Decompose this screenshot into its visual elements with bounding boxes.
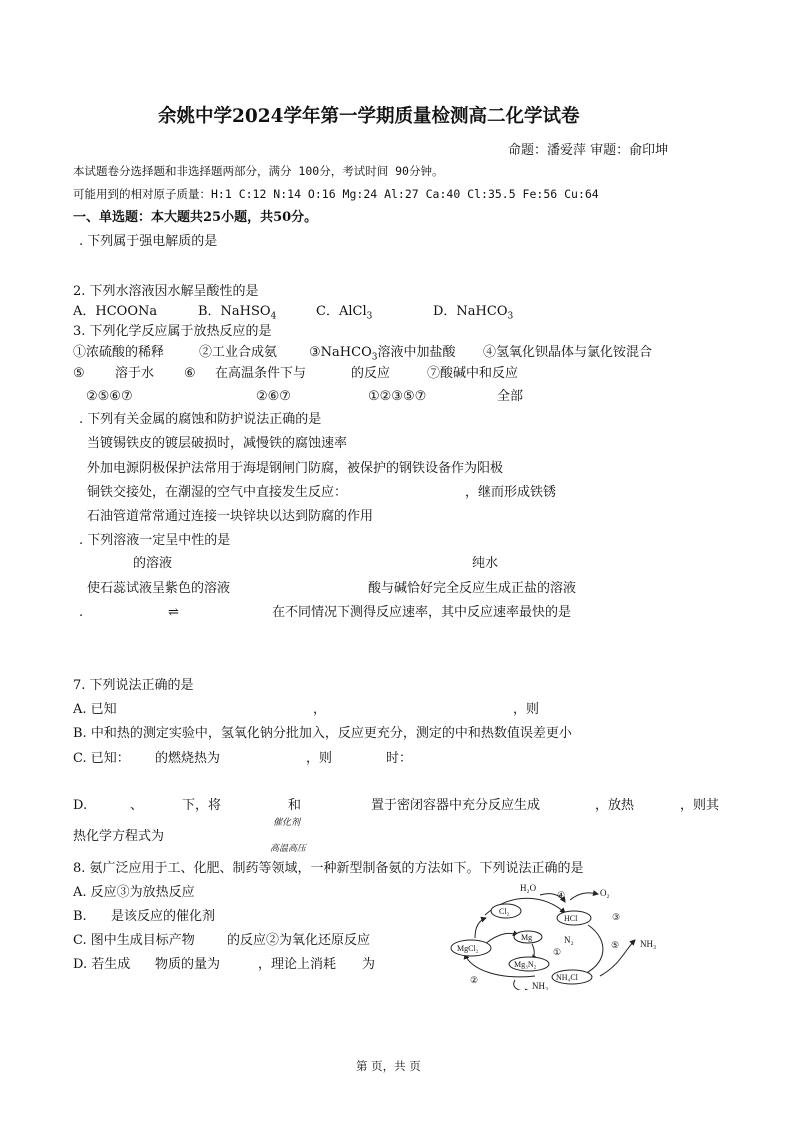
question-4-option-c-tail: ，继而形成铁锈 [465, 485, 557, 500]
question-7-option-d-part3: 下，将 [182, 798, 222, 813]
label-nh4cl: NH₄Cl [556, 973, 578, 982]
question-3-item-5-text: 溶于水 [115, 366, 155, 381]
question-7-option-c-part2: 的燃烧热为 [155, 751, 221, 766]
question-3-option-a: ②⑤⑥⑦ [86, 389, 133, 404]
question-4-option-c: 铜铁交接处，在潮湿的空气中直接发生反应： [87, 485, 348, 500]
label-cl2: Cl₂ [499, 907, 510, 916]
question-5-option-a: 的溶液 [133, 556, 173, 571]
question-3-item-3: ③NaHCO$_3$溶液中加盐酸 [309, 345, 456, 363]
question-7-option-c: C. 已知： [73, 751, 130, 766]
catalyst-label: 催化剂 [273, 818, 301, 828]
question-3-option-b: ②⑥⑦ [256, 389, 291, 404]
question-7-option-a: A. 已知 [73, 702, 117, 717]
equilibrium-arrow-icon: ⇌ [168, 605, 179, 620]
question-8-option-b: B. [73, 909, 87, 924]
question-3-option-c: ①②③⑤⑦ [368, 389, 427, 404]
condition-label: 高温高压 [270, 844, 307, 854]
label-hcl: HCl [564, 914, 578, 923]
question-2-option-b: B．NaHSO$_4$ [198, 304, 277, 322]
label-step5: ⑤ [611, 940, 620, 950]
question-3-stem: 3. 下列化学反应属于放热反应的是 [73, 324, 272, 339]
question-8-stem: 8. 氨广泛应用于工、化肥、制药等领域，一种新型制备氨的方法如下。下列说法正确的是 [73, 861, 584, 876]
label-n2: N₂ [564, 935, 574, 945]
question-7-option-a-sep: ， [313, 702, 327, 717]
cycle-arrow-mgcl2-to-mg [485, 933, 518, 944]
question-7-option-d-part7: ，则其 [680, 798, 720, 813]
question-7-option-b: B. 中和热的测定实验中，氢氧化钠分批加入，反应更充分，测定的中和热数值误差更小 [73, 726, 572, 741]
label-o2: O₂ [600, 888, 610, 898]
question-4-option-d: 石油管道常常通过连接一块锌块以达到防腐的作用 [87, 509, 374, 524]
cycle-arrow-nh3-bottom [514, 980, 530, 990]
section-heading: 一、单选题：本大题共25小题，共50分。 [73, 210, 318, 225]
question-6-stem: 在不同情况下测得反应速率，其中反应速率最快的是 [272, 605, 572, 620]
question-5-option-c: 使石蕊试液呈紫色的溶液 [87, 581, 231, 596]
question-3-item-1: ①浓硫酸的稀释 [73, 345, 165, 360]
label-mg: Mg [521, 933, 533, 942]
question-8-option-a: A. 反应③为放热反应 [73, 885, 195, 900]
label-mgcl2: MgCl₂ [457, 944, 479, 953]
label-step1: ① [553, 947, 562, 957]
instruction-line-1: 本试题卷分选择题和非选择题两部分，满分 100分，考试时间 90分钟。 [73, 164, 444, 178]
question-8-option-d-part4: 为 [362, 957, 376, 972]
question-7-option-c-part3: ，则 [306, 751, 333, 766]
question-7-option-d-part4: 和 [288, 798, 302, 813]
question-5-option-b: 纯水 [472, 556, 499, 571]
cycle-arrow-mgcl2-to-cl2 [475, 918, 486, 938]
label-step2: ② [470, 975, 479, 985]
cycle-arrow-hcl-to-nh4cl [580, 925, 603, 976]
question-8-option-c-tail: 的反应②为氧化还原反应 [227, 933, 371, 948]
question-8-option-d-part2: 物质的量为 [155, 957, 221, 972]
question-8-option-c: C. 图中生成目标产物 [73, 933, 195, 948]
question-2-option-c: C．AlCl$_3$ [316, 304, 373, 322]
question-8-option-d-part3: ，理论上消耗 [258, 957, 337, 972]
instruction-line-2: 可能用到的相对原子质量：H:1 C:12 N:14 O:16 Mg:24 Al:27 Ca:40 Cl:35.5 Fe:56 Cu:64 [73, 187, 599, 201]
question-3-item-6-text: 在高温条件下与 [215, 366, 307, 381]
cycle-arrow-o2 [570, 893, 598, 900]
question-7-option-c-part4: 时： [386, 751, 413, 766]
ammonia-cycle-diagram [440, 880, 680, 990]
question-3-option-d: 全部 [497, 389, 524, 404]
question-7-option-a-tail: ，则 [513, 702, 540, 717]
question-5-stem: . 下列溶液一定呈中性的是 [79, 533, 231, 548]
question-5-option-d: 酸与碱恰好完全反应生成正盐的溶液 [368, 581, 577, 596]
question-8-option-d: D. 若生成 [73, 957, 131, 972]
label-nh3-right: NH₃ [640, 939, 657, 949]
question-3-item-4: ④氢氧化钡晶体与氯化铵混合 [483, 345, 653, 360]
question-8-option-b-tail: 是该反应的催化剂 [111, 909, 216, 924]
label-mg3n2: Mg₃N₂ [514, 960, 537, 969]
label-step3: ③ [612, 912, 621, 922]
question-7-option-d-part6: ，放热 [595, 798, 635, 813]
question-3-item-5: ⑤ [73, 366, 85, 381]
exam-authors: 命题：潘爱萍 审题：俞印坤 [508, 143, 669, 158]
question-7-option-d-part5: 置于密闭容器中充分反应生成 [371, 798, 541, 813]
question-7-option-d-part8: 热化学方程式为 [73, 829, 165, 844]
question-3-item-7: ⑦酸碱中和反应 [427, 366, 519, 381]
question-2-option-a: A．HCOONa [73, 304, 158, 319]
page-title: 余姚中学2024学年第一学期质量检测高二化学试卷 [158, 106, 580, 127]
question-3-item-6-tail: 的反应 [351, 366, 391, 381]
question-4-option-a: 当镀锡铁皮的镀层破损时，减慢铁的腐蚀速率 [87, 436, 348, 451]
label-nh3-bottom: NH₃ [532, 981, 549, 990]
label-h2o: H₂O [520, 883, 537, 893]
question-6-number: . [79, 605, 84, 620]
question-2-option-d: D．NaHCO$_3$ [433, 304, 514, 322]
page-footer: 第 页，共 页 [356, 1059, 421, 1073]
question-7-option-d-part2: 、 [130, 798, 144, 813]
question-4-stem: . 下列有关金属的腐蚀和防护说法正确的是 [79, 412, 322, 427]
question-3-item-2: ②工业合成氨 [199, 345, 278, 360]
question-7-stem: 7. 下列说法正确的是 [73, 678, 194, 693]
question-1-stem: . 下列属于强电解质的是 [79, 234, 218, 249]
question-3-item-6: ⑥ [184, 366, 196, 381]
question-2-stem: 2. 下列水溶液因水解呈酸性的是 [73, 284, 259, 299]
question-7-option-d: D. [73, 798, 88, 813]
label-step4: ④ [557, 890, 566, 900]
question-4-option-b: 外加电源阴极保护法常用于海堤钢闸门防腐，被保护的钢铁设备作为阳极 [87, 461, 504, 476]
